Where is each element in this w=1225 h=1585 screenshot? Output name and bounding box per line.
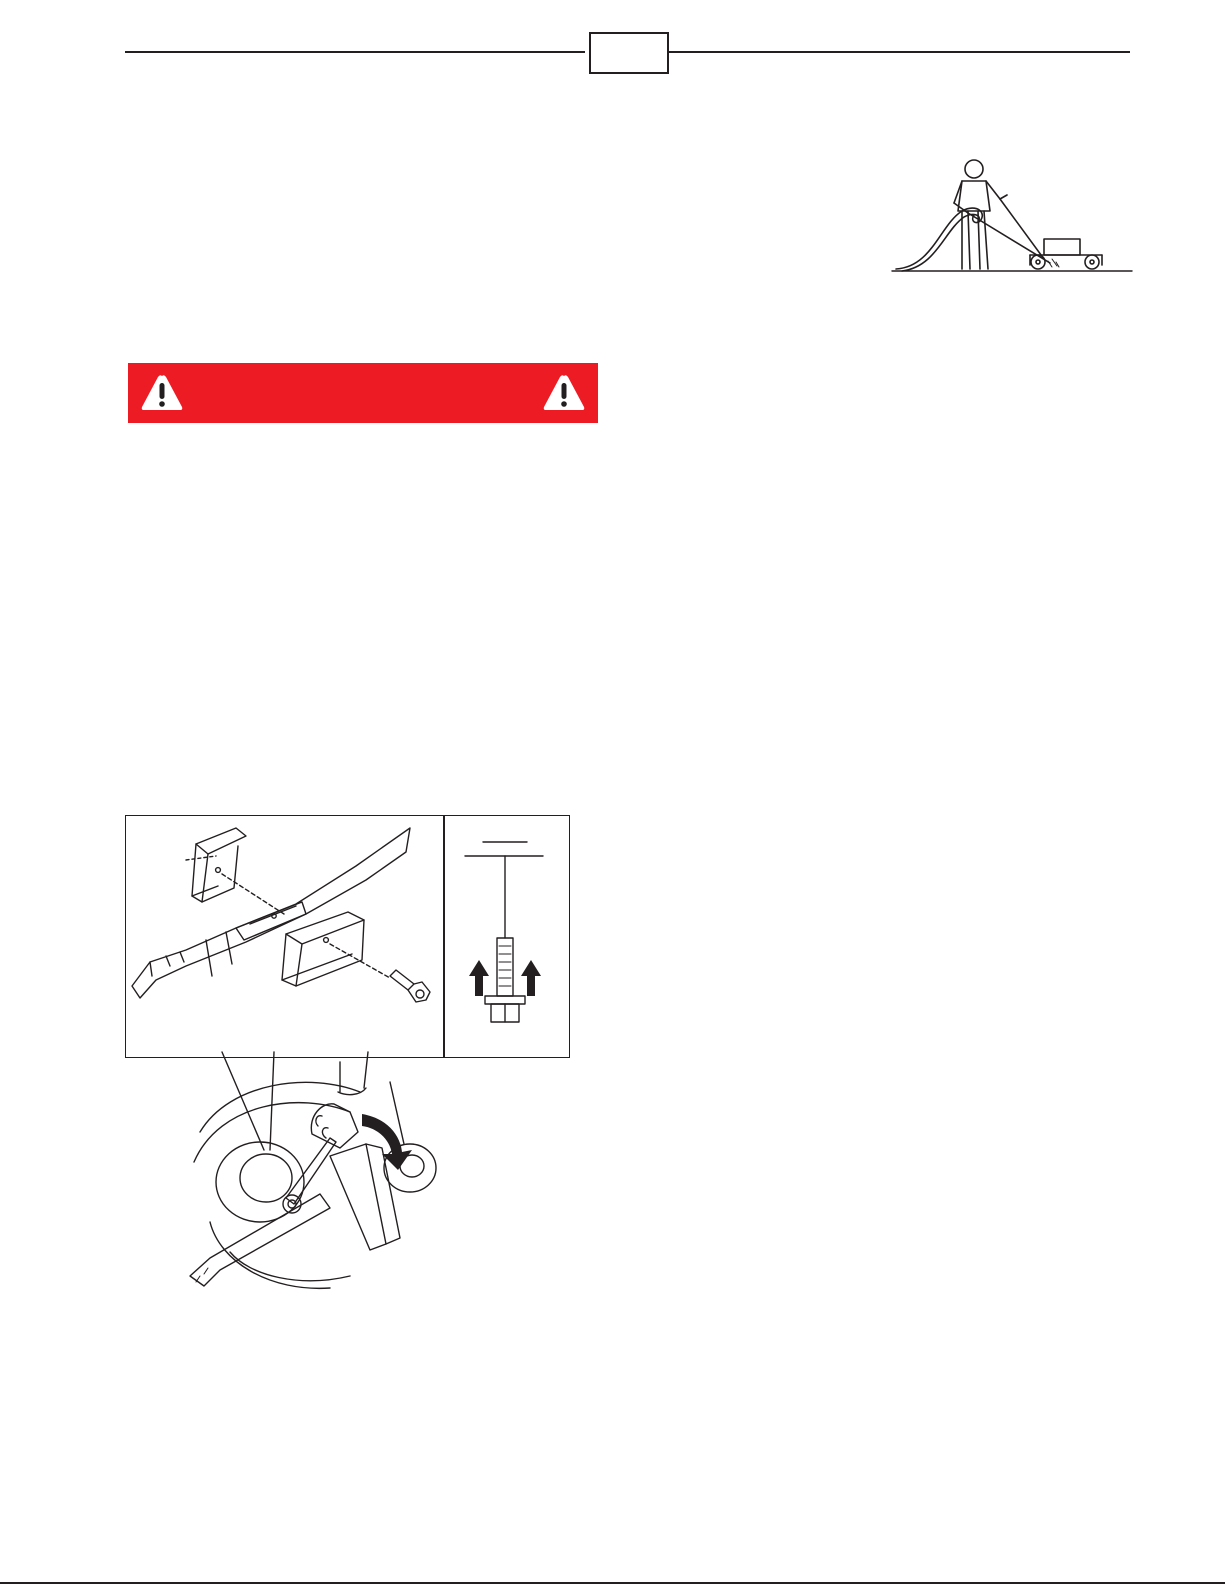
footer-rule	[0, 1582, 1225, 1584]
blade-removal-illustration	[190, 1052, 450, 1297]
warning-triangle-icon	[542, 374, 586, 412]
header-rule-right	[668, 51, 1130, 53]
washing-mower-illustration	[892, 155, 1132, 277]
page-number-box	[589, 32, 669, 74]
blade-exploded-view-figure	[125, 815, 444, 1058]
header-rule-left	[125, 51, 585, 53]
warning-banner	[128, 363, 598, 423]
warning-triangle-icon	[140, 374, 184, 412]
bolt-inset-figure	[444, 815, 570, 1058]
